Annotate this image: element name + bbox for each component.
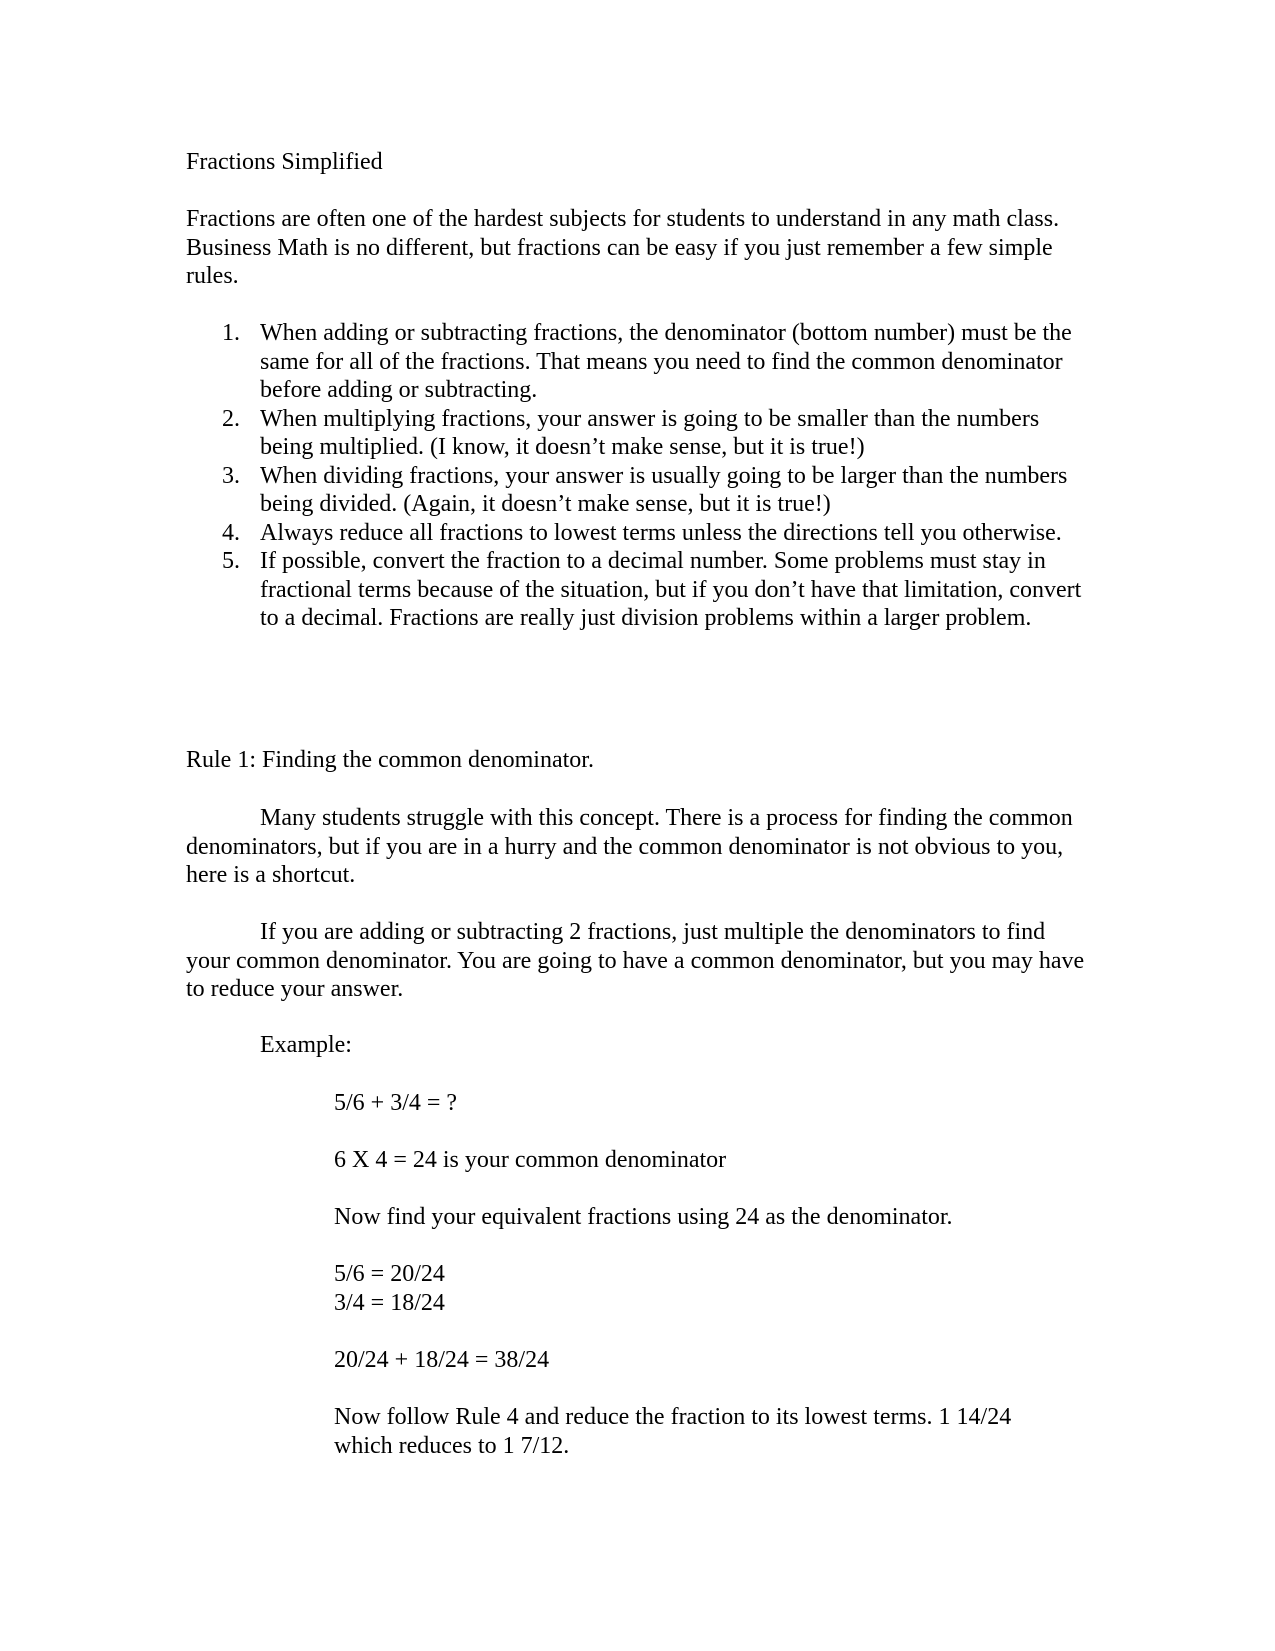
example-reduce: Now follow Rule 4 and reduce the fraction to its lowest terms. 1 14/24 which reduces to 1 7/12.	[334, 1404, 1012, 1459]
example-label: Example:	[260, 1032, 352, 1058]
shortcut-paragraph: Many students struggle with this concept. There is a process for finding the common denominators, but if you are in a hurry and the common denominator is not obvious to you, here is a shortcut.	[186, 805, 1073, 888]
list-item	[186, 519, 1086, 548]
method-paragraph: If you are adding or subtracting 2 fractions, just multiple the denominators to find your common denominator. You are going to have a common denominator, but you may have to reduce your answer.	[186, 919, 1085, 1002]
example-common-denominator: 6 X 4 = 24 is your common denominator	[334, 1147, 727, 1173]
list-item-number: 3.	[222, 462, 240, 489]
rule1-heading: Rule 1: Finding the common denominator.	[186, 747, 594, 773]
list-item	[186, 462, 1086, 519]
list-item-text: When dividing fractions, your answer is usually going to be larger than the numbers being divided. (Again, it doesn’t make sense, but it is true!)	[260, 462, 1068, 517]
list-item	[186, 547, 1086, 633]
example-problem: 5/6 + 3/4 = ?	[334, 1090, 458, 1116]
list-item-number: 2.	[222, 405, 240, 432]
example-sum: 20/24 + 18/24 = 38/24	[334, 1347, 550, 1373]
list-item-text: If possible, convert the fraction to a decimal number. Some problems must stay in fractional terms because of the situation, but if you don’t have that limitation, convert to a decimal. Fractions are really just division problems within a larger problem.	[260, 548, 1082, 631]
list-item-number: 1.	[222, 320, 240, 346]
list-item-number: 4.	[222, 519, 240, 546]
list-item-number: 5.	[222, 548, 240, 574]
intro-paragraph: Fractions are often one of the hardest subjects for students to understand in any math class. Business Math is no different, but fractions can be easy if you just remember a few simple rules.	[186, 206, 1060, 289]
example-instruction: Now find your equivalent fractions using 24 as the denominator.	[334, 1204, 953, 1230]
list-item	[186, 405, 1086, 462]
list-item-text: Always reduce all fractions to lowest terms unless the directions tell you otherwise.	[260, 519, 1062, 546]
rules-list	[186, 319, 1086, 633]
document-title: Fractions Simplified	[186, 149, 383, 175]
example-equivalent-1: 5/6 = 20/24	[334, 1261, 445, 1287]
list-item-text: When adding or subtracting fractions, the denominator (bottom number) must be the same for all of the fractions. That means you need to find the common denominator before adding or subtracting.	[260, 320, 1072, 403]
list-item-text: When multiplying fractions, your answer is going to be smaller than the numbers being multiplied. (I know, it doesn’t make sense, but it is true!)	[260, 405, 1040, 460]
example-equivalent-2: 3/4 = 18/24	[334, 1290, 445, 1316]
list-item	[186, 319, 1086, 405]
